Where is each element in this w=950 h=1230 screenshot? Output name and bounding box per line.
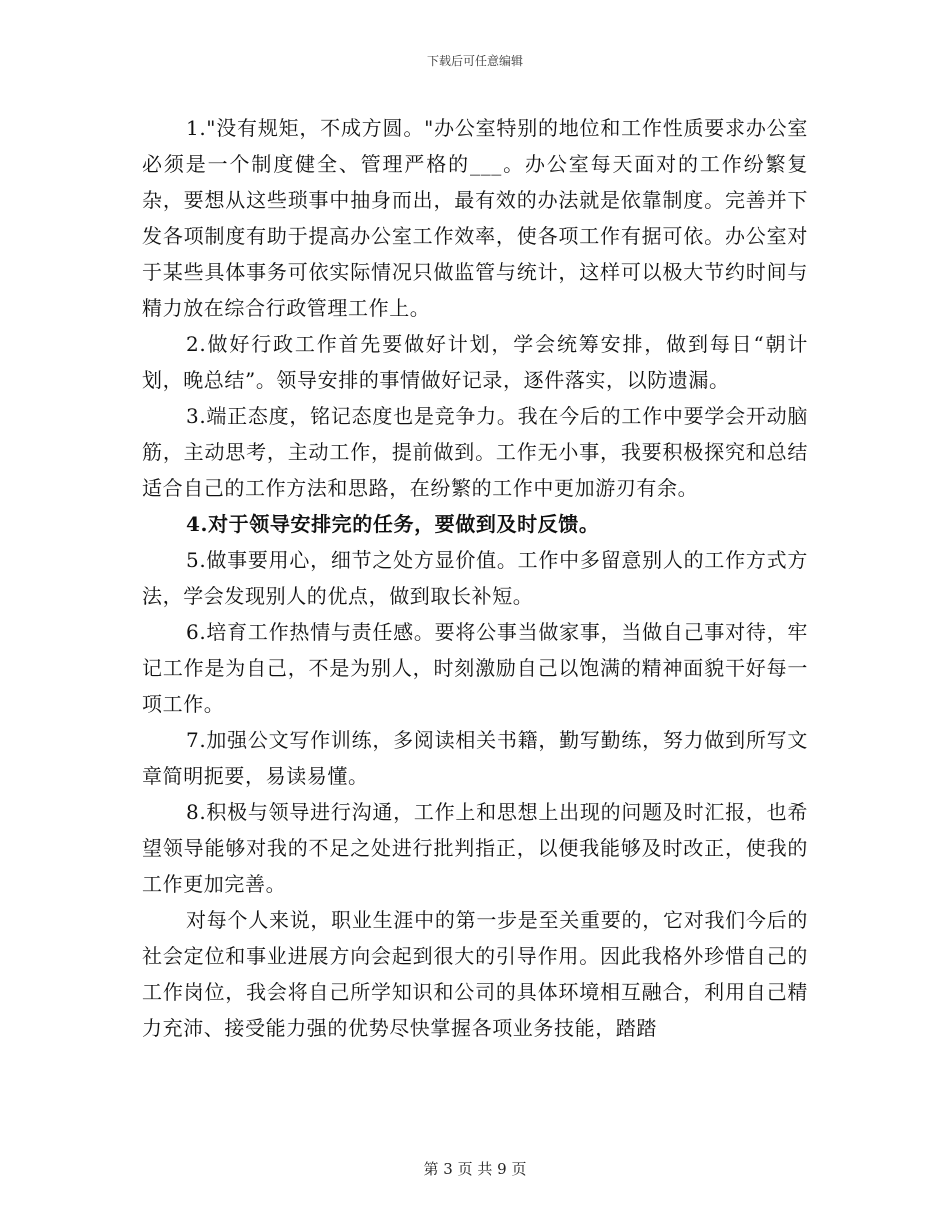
paragraph-item-1: 1."没有规矩，不成方圆。"办公室特别的地位和工作性质要求办公室必须是一个制度健全、管理严格的___。办公室每天面对的工作纷繁复杂，要想从这些琐事中抽身而出，最有效的办法就是依靠制度。完善并下发各项制度有助于提高办公室工作效率，使各项工作有据可依。办公室对于某些具体事务可依实际情况只做监管与统计，这样可以极大节约时间与精力放在综合行政管理工作上。 xyxy=(142,116,808,320)
closing-paragraph: 对每个人来说，职业生涯中的第一步是至关重要的，它对我们今后的社会定位和事业进展方向会起到很大的引导作用。因此我格外珍惜自己的工作岗位，我会将自己所学知识和公司的具体环境相互融合，利用自己精力充沛、接受能力强的优势尽快掌握各项业务技能，踏踏 xyxy=(142,908,808,1040)
paragraph-item-4: 4.对于领导安排完的任务，要做到及时反馈。 xyxy=(186,512,600,536)
document-body xyxy=(142,110,808,1046)
paragraph-item-7: 7.加强公文写作训练，多阅读相关书籍，勤写勤练，努力做到所写文章简明扼要，易读易懂。 xyxy=(142,728,808,788)
page-number-footer: 第 3 页 共 9 页 xyxy=(423,1160,527,1178)
paragraph-item-2: 2.做好行政工作首先要做好计划，学会统筹安排，做到每日“朝计划，晚总结”。领导安排的事情做好记录，逐件落实，以防遗漏。 xyxy=(142,332,808,392)
paragraph-item-5: 5.做事要用心，细节之处方显价值。工作中多留意别人的工作方式方法，学会发现别人的优点，做到取长补短。 xyxy=(142,548,808,608)
paragraph-item-3: 3.端正态度，铭记态度也是竞争力。我在今后的工作中要学会开动脑筋，主动思考，主动工作，提前做到。工作无小事，我要积极探究和总结适合自己的工作方法和思路，在纷繁的工作中更加游刃有余。 xyxy=(142,404,808,500)
paragraph-item-8: 8.积极与领导进行沟通，工作上和思想上出现的问题及时汇报，也希望领导能够对我的不足之处进行批判指正，以便我能够及时改正，使我的工作更加完善。 xyxy=(142,800,808,896)
paragraph-item-6: 6.培育工作热情与责任感。要将公事当做家事，当做自己事对待，牢记工作是为自己，不是为别人，时刻激励自己以饱满的精神面貌干好每一项工作。 xyxy=(142,620,808,716)
page-header: 下载后可任意编辑 xyxy=(426,54,523,68)
